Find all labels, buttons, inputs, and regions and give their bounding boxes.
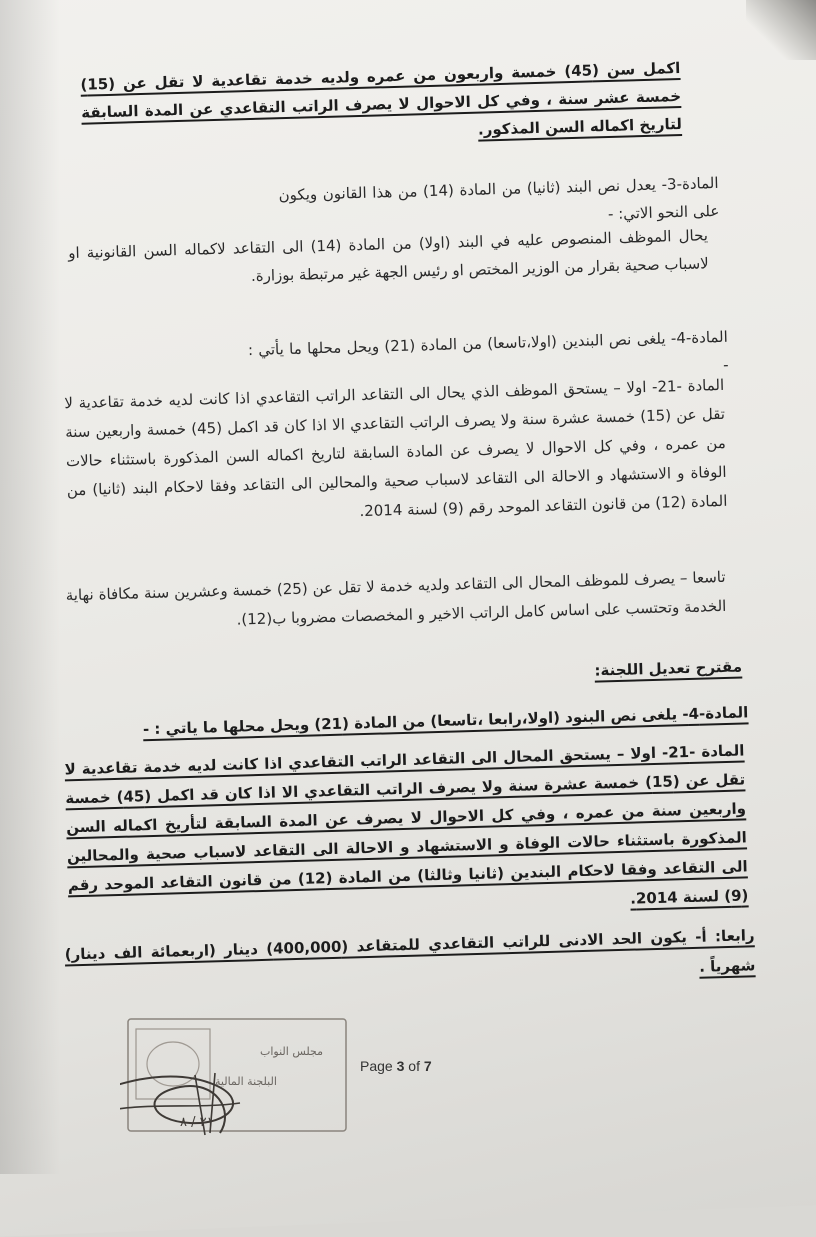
official-stamp [120,1015,355,1140]
fourth-clause-body: رابعا: أ- يكون الحد الادنى للراتب التقاعدي للمتقاعد (400,000) دينار (اربعمائة الف دينار) شهرياً . [64,926,756,976]
article-3-body: يحال الموظف المنصوص عليه في البند (اولا) من المادة (14) الى التقاعد لاكماله السن القانونية او لاسباب صحية بقرار من الوزير المختص او رئيس الجهة غير مرتبطة بوزارة. [67,226,709,286]
article-3-heading: المادة-3- يعدل نص البند (ثانيا) من المادة (14) من هذا القانون ويكون على النحو الاتي: - [278,173,720,224]
page-label: Page [360,1058,393,1074]
article-21-amendment-body: المادة -21- اولا – يستحق المحال الى التقاعد الراتب التقاعدي اذا كانت لديه خدمة تقاعدية لا تقل عن (15) خمسة عشرة سنة ولا يصرف الراتب التقاعدي الا اذا كان قد اكمل (45) خمسة واربعين سنة من عمره ، وفي كل الاحوال لا يصرف عن المدة السابقة لتأريخ اكماله السن المذكورة باستثناء حالات الوفاة و الاستشهاد و الاحالة الى التقاعد لاسباب صحية والمحالين الى التقاعد وفقا لاحكام البندين (ثانيا وثالثا) من المادة (12) من قانون التقاعد الموحد رقم (9) لسنة 2014. [64,741,749,908]
page-of: of [408,1058,420,1074]
page-number [360,1058,432,1074]
article-21-body: المادة -21- اولا – يستحق الموظف الذي يحال الى التقاعد الراتب التقاعدي اذا كانت لديه خدمة تقاعدية لا تقل عن (15) خمسة عشرة سنة ولا يصرف الراتب التقاعدي الا اذا كان قد اكمل (45) خمسة واربعين سنة من عمره ، وفي كل الاحوال لا يصرف عن المادة السابقة لتاريخ اكماله السن المذكورة باستثناء حالات الوفاة و الاستشهاد و الاحالة الى التقاعد لاسباب صحية والمحالين الى التقاعد وفقا لاحكام البند (ثانيا) من المادة (12) من قانون التقاعد الموحد رقم (9) لسنة 2014. [64,375,728,521]
page-total: 7 [423,1058,432,1074]
stamp-line-council: مجلس النواب [260,1045,323,1058]
page-current: 3 [396,1058,405,1074]
ninth-clause-body: تاسعا – يصرف للموظف المحال الى التقاعد ولديه خدمة لا تقل عن (25) خمسة وعشرين سنة مكافاة نهاية الخدمة وتحتسب على اساس كامل الراتب الاخير و المخصصات مضروبا ب(12). [65,567,727,629]
paragraph-top: اكمل سن (45) خمسة واربعون من عمره ولديه خدمة تقاعدية لا تقل عن (15) خمسة عشر سنة ، وفي كل الاحوال لا يصرف الراتب التقاعدي عن المدة السابقة لتاريخ اكماله السن المذكور. [80,58,683,139]
stamp-line-committee: البلجنة المالية [215,1075,277,1088]
article-4-amendment-heading: المادة-4- يلغى نص البنود (اولا،رابعا ،تاسعا) من المادة (21) ويحل محلها ما ياتي : - [142,703,749,739]
signature-date: ٢١ / ٨ [180,1115,214,1130]
committee-proposal-heading: مقترح تعديل اللجنة: [594,657,743,680]
article-4-heading: المادة-4- يلغى نص البندين (اولا،تاسعا) من المادة (21) ويحل محلها ما يأتي : - [247,327,729,374]
